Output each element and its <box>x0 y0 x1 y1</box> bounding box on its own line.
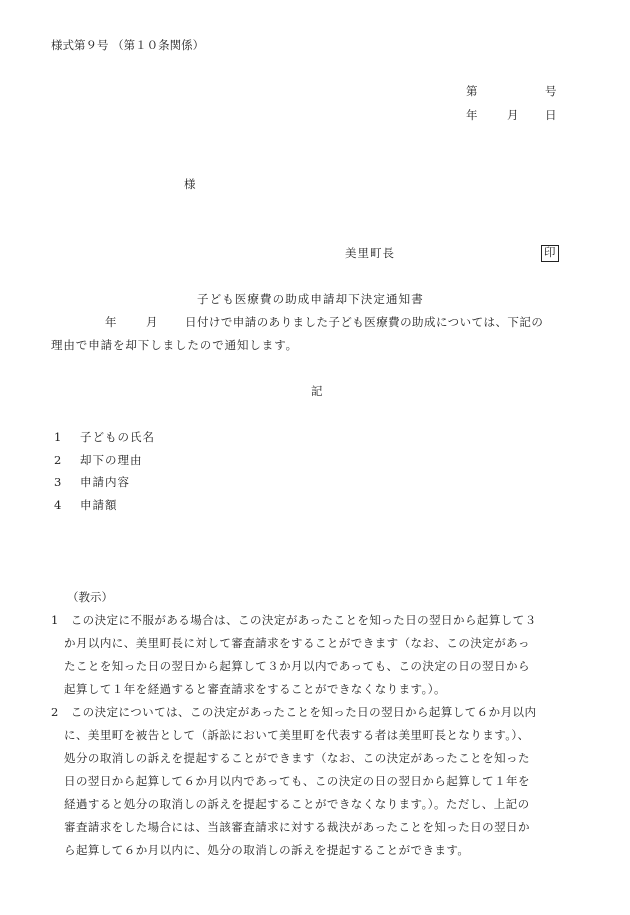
notice-line: ら起算して６か月以内に、処分の取消しの訴えを提起することができます。 <box>64 843 470 857</box>
notice-line: たことを知った日の翌日から起算して３か月以内であっても、この決定の日の翌日から <box>64 659 530 673</box>
notice-line: 2 この決定については、この決定があったことを知った日の翌日から起算して６か月以内 <box>51 705 537 719</box>
item-number: 4 <box>54 498 62 512</box>
recipient-honorific: 様 <box>184 177 196 191</box>
item-label: 子どもの氏名 <box>80 430 155 444</box>
document-title: 子ども医療費の助成申請却下決定通知書 <box>197 292 424 306</box>
body-line-2: 理由で申請を却下しましたので通知します。 <box>51 338 299 352</box>
notice-line: 審査請求をした場合には、当該審査請求に対する裁決があったことを知った日の翌日か <box>64 820 530 834</box>
seal-mark: 印 <box>541 245 559 262</box>
notice-line: 日の翌日から起算して６か月以内であっても、この決定の日の翌日から起算して１年を <box>64 774 530 788</box>
item-label: 申請額 <box>80 498 118 512</box>
notice-line: に、美里町を被告として（訴訟において美里町を代表する者は美里町長となります。）、 <box>64 728 530 742</box>
date-day-label: 日 <box>545 108 557 122</box>
notice-line: 経過すると処分の取消しの訴えを提起することができなくなります。）。ただし、上記の <box>64 797 530 811</box>
body-line-1: 日付けで申請のありました子ども医療費の助成については、下記の <box>185 315 544 329</box>
sender-name: 美里町長 <box>345 246 395 260</box>
item-label: 却下の理由 <box>80 453 143 467</box>
item-number: 2 <box>54 453 62 467</box>
form-number: 様式第９号 （第１０条関係） <box>51 38 205 52</box>
date-month-label: 月 <box>507 108 519 122</box>
ki-heading: 記 <box>311 384 323 398</box>
notice-line: 起算して１年を経過すると審査請求をすることができなくなります。）。 <box>64 682 446 696</box>
notice-heading: （教示） <box>67 590 113 604</box>
ref-go-label: 号 <box>545 84 557 98</box>
body-month-label: 月 <box>146 315 158 329</box>
item-label: 申請内容 <box>80 475 130 489</box>
date-year-label: 年 <box>466 108 478 122</box>
body-year-label: 年 <box>105 315 117 329</box>
notice-line: 1 この決定に不服がある場合は、この決定があったことを知った日の翌日から起算して３ <box>51 613 537 627</box>
item-number: 3 <box>54 475 62 489</box>
notice-line: 処分の取消しの訴えを提起することができます（なお、この決定があったことを知った <box>64 751 530 765</box>
notice-line: か月以内に、美里町長に対して審査請求をすることができます（なお、この決定があっ <box>64 636 530 650</box>
item-number: 1 <box>54 430 62 444</box>
ref-dai-label: 第 <box>466 84 478 98</box>
